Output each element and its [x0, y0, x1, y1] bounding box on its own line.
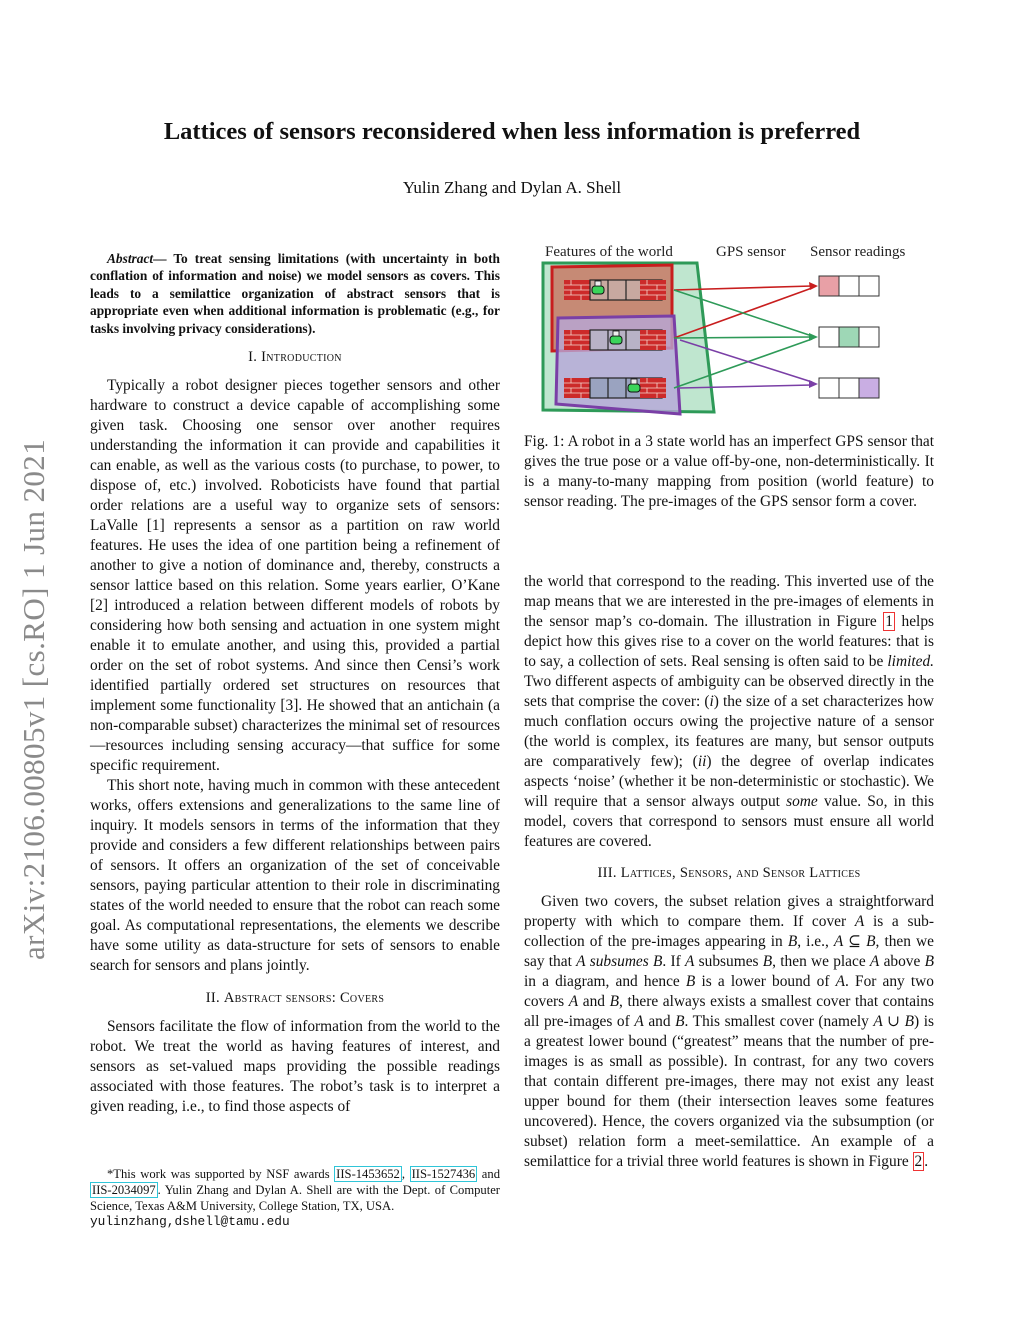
abstract-label: Abstract: [107, 251, 154, 266]
figure-2-ref-link[interactable]: 2: [914, 1153, 923, 1170]
section-heading-1: I. Introduction: [248, 349, 342, 365]
sensor-reading-2: [819, 327, 879, 347]
abstract-text: To treat sensing limitations (with uncertainty in both conflation of information and noise) we model sensors as covers. This leads to a semilattice organization of abstract sensors that is appropriate even when additional information is problematic (e.g., for tasks involving privacy considerations).: [90, 251, 500, 336]
footnote: *This work was supported by NSF awards IIS-1453652 , IIS-1527436 and IIS-2034097 . Yulin Zhang and Dylan A. Shell are with the Dept. of Computer Science, Texas A&M University, College Station, TX, USA. yulinzhang,dshell@tamu.edu: [90, 1167, 500, 1229]
intro-paragraph-1: Typically a robot designer pieces together sensors and other hardware to construct a device capable of accomplishing some given task. Choosing one sensor over another requires understanding the information it can provide and capabilities it can enable, as well as the various costs (to purchase, to power, to dispose of, etc.) involved. Roboticists have found that partial order relations are a useful way to organize sets of sensors: LaValle [1] represents a sensor as a partition on raw world features. He uses the idea of one partition being a refinement of another to give a notion of dominance and, thereby, constructs a sensor lattice based on this relation. Some years earlier, O’Kane [2] introduced a relation between different models of robots by considering how both sensing and actuation in one system might enable it to emulate another, and using this, provided a partial order on the set of robot systems. And since then Censi’s work identified partially ordered set structures on resources that implement some functionality [3]. He showed that an antichain (a non-comparable subset) characterizes the minimal set of resources—resources including sensing accuracy—that suffice for some specific requirement.: [90, 377, 500, 774]
section-3-paragraph: Given two covers, the subset relation gives a straightforward property with which to compare them. If cover A is a sub-collection of the pre-images appearing in B, i.e., A ⊆ B, then we say that A subsumes B. If A subsumes B, then we place A above B in a diagram, and hence B is a lower bound of A. For any two covers A and B, there always exists a smallest cover that contains all pre-images of A and B. This smallest cover (namely A ∪ B) is a greatest lower bound (“greatest” means that the number of pre-images is as small as possible). In contrast, for any two covers that contain different pre-images, there may not exist any least upper bound for them (their intersection leaves some features uncovered). Hence, the covers organized via the subsumption (or subset) relation form a meet-semilattice. An example of a semilattice for a trivial three world features is shown in Figure 2 .: [524, 893, 934, 1170]
paper-title: Lattices of sensors reconsidered when less information is preferred: [163, 118, 861, 145]
award-link-1[interactable]: IIS-1453652: [336, 1167, 400, 1181]
arrowheads: [809, 282, 818, 388]
figure-1: [536, 238, 936, 424]
author-emails: yulinzhang,dshell@tamu.edu: [90, 1214, 290, 1229]
world-state-3: [564, 378, 666, 398]
sensor-reading-3: [819, 378, 879, 398]
label-sensor-readings: Sensor readings: [810, 244, 906, 260]
section-heading-3: III. Lattices, Sensors, and Sensor Lattices: [597, 865, 861, 881]
arrow-green-2: [674, 337, 812, 338]
section-2-continued: the world that correspond to the reading. This inverted use of the map means that we are interested in the pre-images of elements in the sensor map’s co-domain. The illustration in Figure 1 helps depict how this gives rise to a cover on the world features: that is to say, a collection of sets. Real sensing is often said to be limited. Two different aspects of ambiguity can be observed directly in the sets that comprise the cover: (i) the size of a set characterizes how much conflation occurs owing the projective nature of a sensor (the world is complex, its features are many, but sensor outputs are comparatively few); (ii) the degree of overlap indicates aspects ‘noise’ (whether it be non-deterministic or stochastic). We will require that a sensor always output some value. So, in this model, covers that correspond to sensors must ensure all world features are covered.: [524, 573, 934, 850]
section-2-paragraph: Sensors facilitate the flow of information from the world to the robot. We treat the world as having features of interest, and sensors as set-valued maps providing the possible readings associated with those features. The robot’s task is to interpret a given reading, i.e., to find those aspects of: [90, 1018, 500, 1115]
right-column: [524, 572, 934, 1172]
arxiv-id: arXiv:2106.00805v1 [cs.RO] 1 Jun 2021: [16, 438, 51, 960]
intro-paragraph-2: This short note, having much in common with these antecedent works, offers extensions and generalizations to the same line of inquiry. It models sensors in terms of the information that they provide and considers a few different relationships between pairs of sensors. It offers an organization of the set of conceivable sensors, paying particular attention to their role in discriminating states of the world needed to ensure that the robot can reach some goal. As computational representations, the elements we describe have some utility as data-structure for sets of sensors to enable search for sensors and plans jointly.: [90, 777, 500, 974]
world-state-1: [564, 280, 666, 300]
abstract: [90, 250, 500, 337]
label-gps-sensor: GPS sensor: [716, 244, 786, 260]
left-column: [90, 347, 500, 1117]
section-heading-2: II. Abstract sensors: Covers: [205, 990, 385, 1006]
sensor-reading-1: [819, 276, 879, 296]
world-state-2: [564, 330, 666, 350]
figure-1-ref-link[interactable]: 1: [885, 613, 893, 630]
abstract-dash: —: [153, 251, 167, 266]
paper-authors: Yulin Zhang and Dylan A. Shell: [402, 178, 622, 197]
award-link-3[interactable]: IIS-2034097: [92, 1183, 156, 1197]
figure-1-caption: Fig. 1: A robot in a 3 state world has an imperfect GPS sensor that gives the true pose or a value off-by-one, non-deterministically. It is a many-to-many mapping from position (world feature) to sensor reading. The pre-images of the GPS sensor form a cover.: [524, 433, 934, 510]
arxiv-stamp: [16, 370, 56, 960]
award-link-2[interactable]: IIS-1527436: [411, 1167, 476, 1181]
label-world-features: Features of the world: [545, 244, 673, 260]
